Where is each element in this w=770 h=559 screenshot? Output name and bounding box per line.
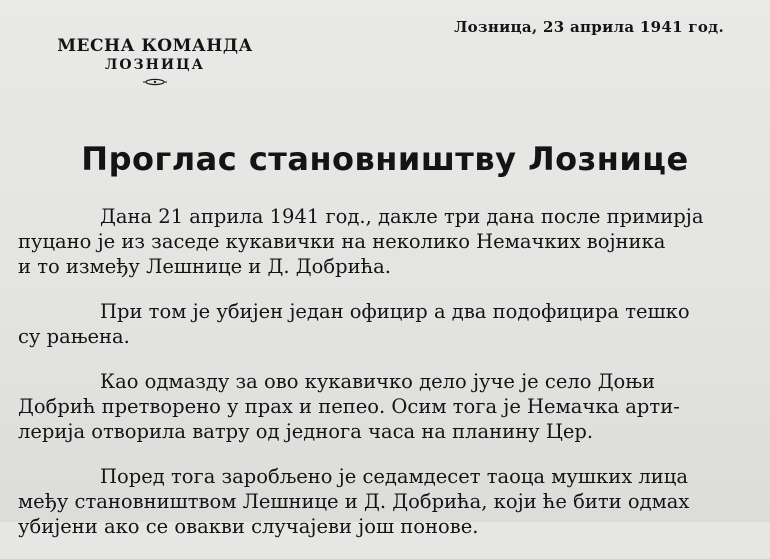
paragraph-1: [18, 204, 740, 279]
paragraph-line: лерија отворила ватру од једнога часа на планину Цер.: [18, 420, 594, 443]
paragraph-line: и то између Лешнице и Д. Добрића.: [18, 255, 391, 278]
paragraph-line: су рањена.: [18, 325, 130, 348]
paragraph-line: пуцано је из заседе кукавички на неколико Немачких војника: [18, 230, 666, 253]
paragraph-line: При том је убијен један официр а два подофицира тешко: [100, 300, 690, 323]
paragraph-line: Дана 21 априла 1941 год., дакле три дана после примирја: [100, 205, 704, 228]
paragraph-2: [18, 299, 740, 349]
paragraph-line: Добрић претворено у прах и пепео. Осим тога је Немачка арти-: [18, 395, 680, 418]
dateline: Лозница, 23 априла 1941 год.: [454, 18, 724, 36]
paragraph-line: убијени ако се овакви случајеви још понове.: [18, 515, 479, 538]
issuer-block: [30, 36, 280, 86]
paragraph-line: међу становништвом Лешнице и Д. Добрића, који ће бити одмах: [18, 490, 690, 513]
paragraph-line: Поред тога заробљено је седамдесет таоца мушких лица: [100, 465, 688, 488]
issuer-name: МЕСНА КОМАНДА: [57, 36, 253, 56]
ornament-icon: [143, 78, 167, 86]
proclamation-title: Проглас становништву Лознице: [81, 140, 689, 178]
issuer-town: ЛОЗНИЦА: [104, 57, 206, 73]
paragraph-4: [18, 464, 740, 539]
proclamation-body: [18, 204, 740, 559]
paragraph-3: [18, 369, 740, 444]
paragraph-line: Као одмазду за ово кукавичко дело јуче је село Доњи: [100, 370, 656, 393]
